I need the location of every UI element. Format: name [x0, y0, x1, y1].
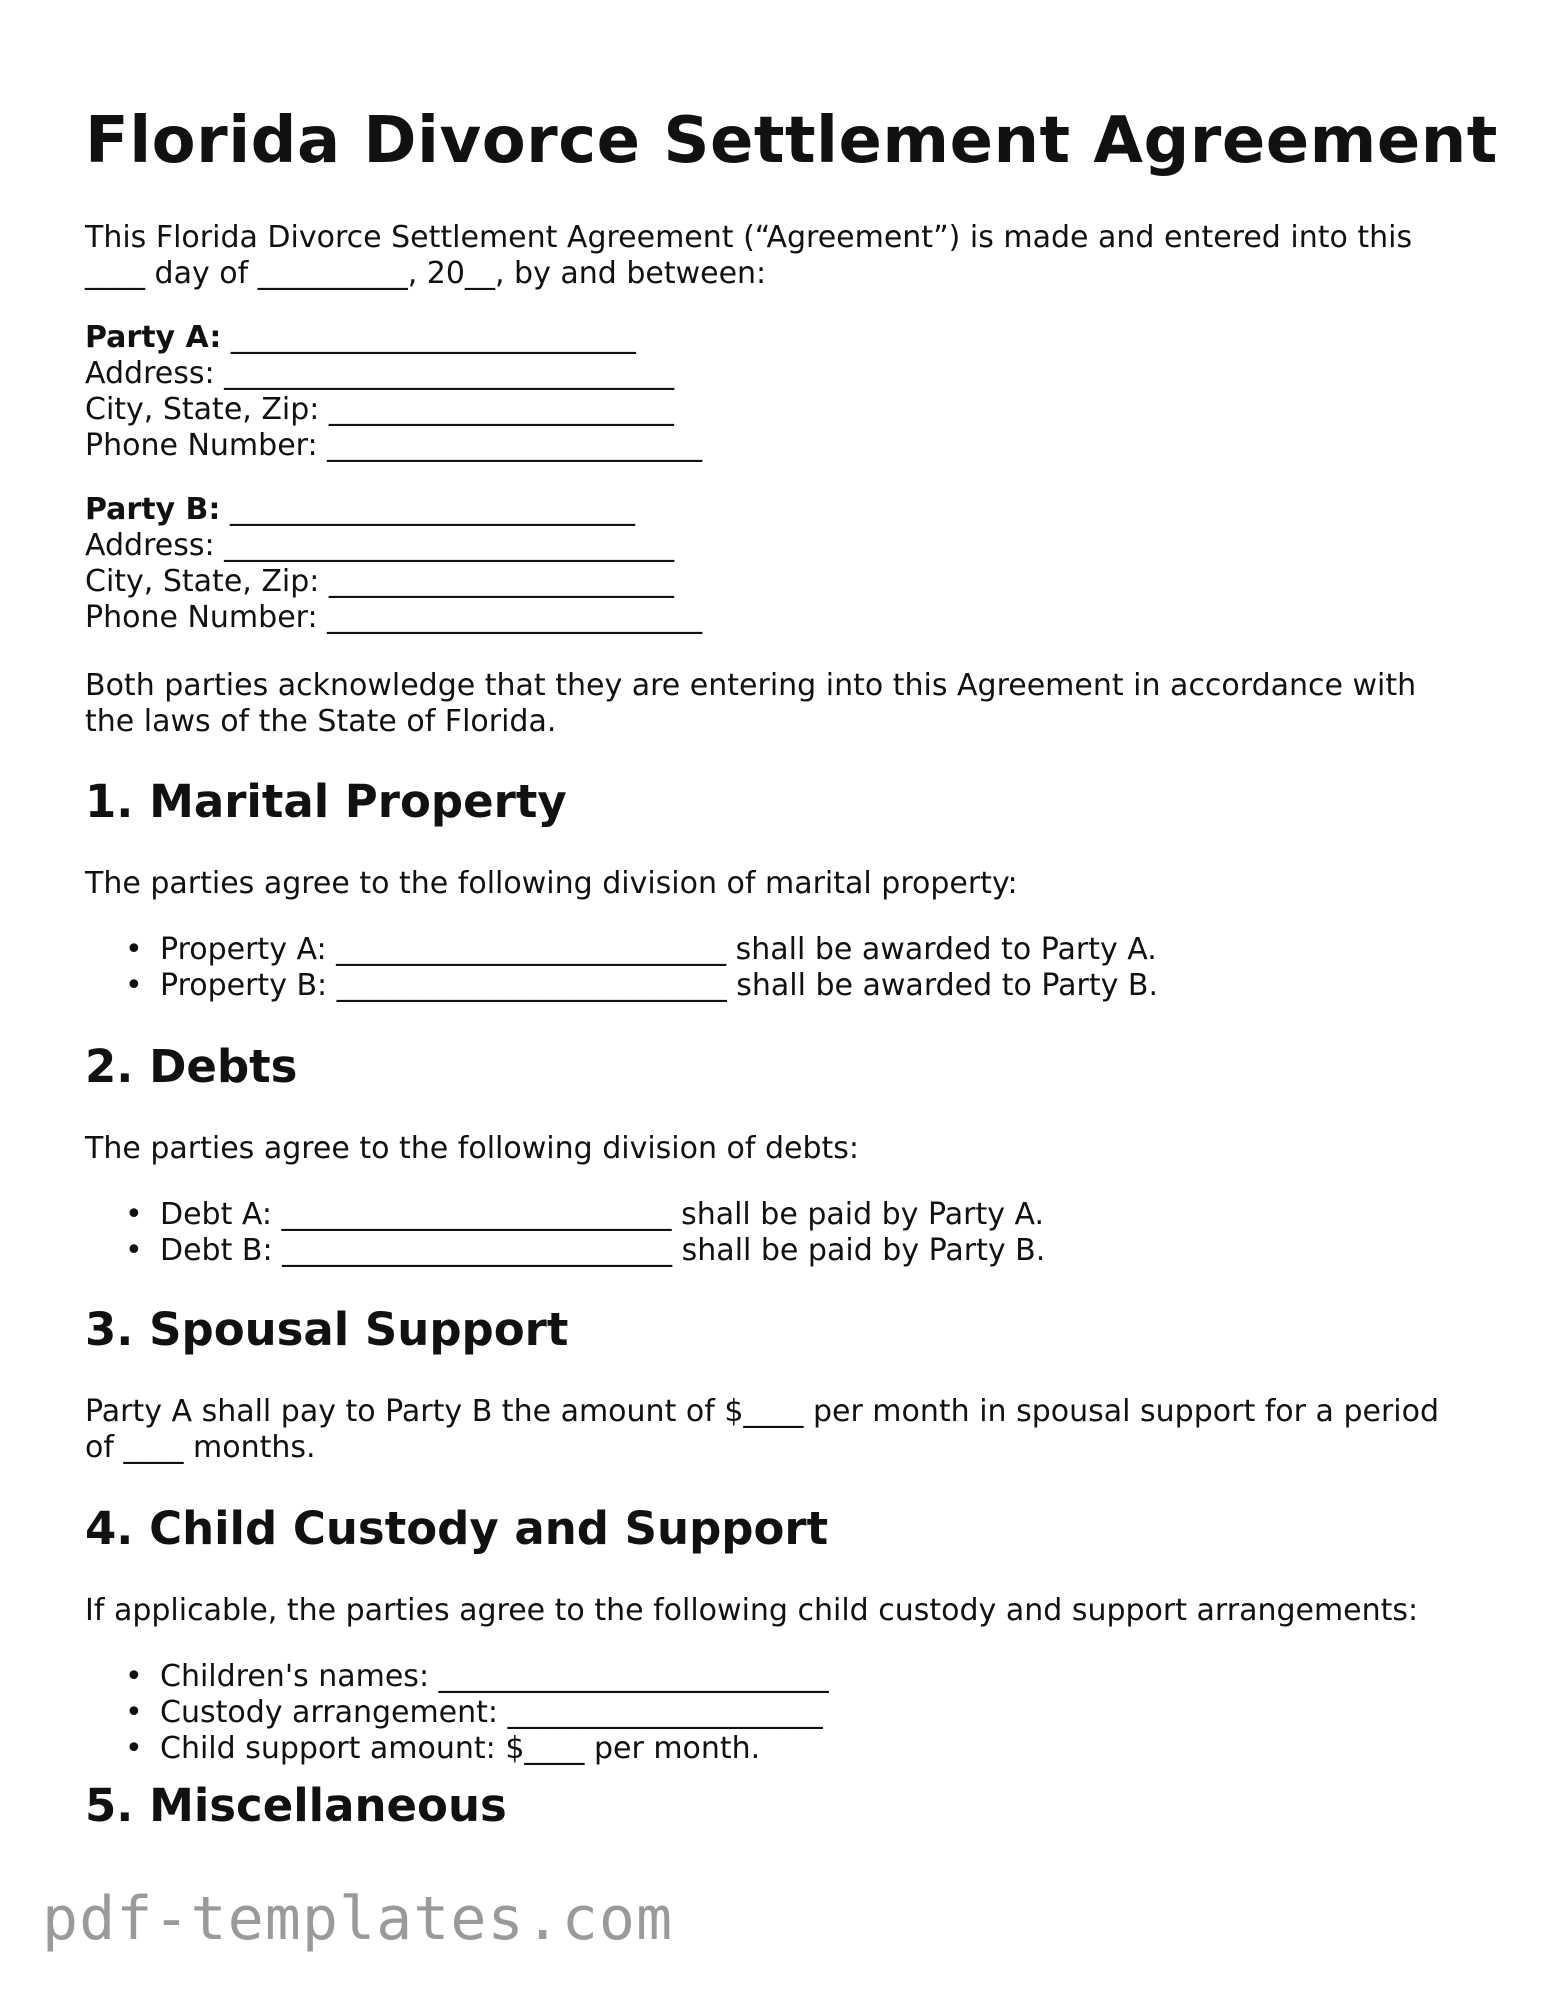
party-a-city-field[interactable]: City, State, Zip: _______________________ [85, 392, 674, 427]
debts-list [85, 1197, 1045, 1269]
spousal-support-paragraph [85, 1394, 1439, 1466]
spousal-support-line-2[interactable]: of ____ months. [85, 1430, 316, 1465]
party-b-city-field[interactable]: City, State, Zip: _______________________ [85, 564, 674, 599]
acknowledge-line-2: the laws of the State of Florida. [85, 704, 557, 739]
intro-line-1: This Florida Divorce Settlement Agreement (“Agreement”) is made and entered into this [85, 220, 1413, 255]
list-item [85, 1731, 829, 1767]
acknowledge-paragraph [85, 668, 1416, 740]
list-item [85, 1695, 829, 1731]
property-a-field[interactable]: Property A: __________________________ shall be awarded to Party A. [160, 932, 1157, 967]
watermark-text: pdf-templates.com [42, 1884, 674, 1954]
spousal-support-line-1[interactable]: Party A shall pay to Party B the amount of $____ per month in spousal support for a period [85, 1394, 1440, 1429]
child-custody-list [85, 1659, 829, 1767]
acknowledge-line-1: Both parties acknowledge that they are entering into this Agreement in accordance with [85, 668, 1417, 703]
section-heading-child-custody: 4. Child Custody and Support [85, 1502, 829, 1555]
child-custody-text: If applicable, the parties agree to the following child custody and support arrangements: [85, 1593, 1419, 1628]
debts-text: The parties agree to the following division of debts: [85, 1131, 860, 1166]
party-b-address-field[interactable]: Address: ______________________________ [85, 528, 675, 563]
debt-b-field[interactable]: Debt B: __________________________ shall be paid by Party B. [160, 1233, 1046, 1268]
bullet-icon: • [125, 968, 143, 1003]
section-heading-spousal-support: 3. Spousal Support [85, 1303, 569, 1356]
marital-property-list [85, 932, 1158, 1004]
party-b-name-field[interactable]: ___________________________ [220, 492, 635, 527]
bullet-icon: • [125, 1731, 143, 1766]
children-names-field[interactable]: Children's names: __________________________ [160, 1659, 829, 1694]
bullet-icon: • [125, 1659, 143, 1694]
list-item [85, 1197, 1045, 1233]
party-a-name-field[interactable]: ___________________________ [221, 320, 636, 355]
child-support-amount-field[interactable]: Child support amount: $____ per month. [160, 1731, 761, 1766]
bullet-icon: • [125, 1233, 143, 1268]
party-a-label: Party A: [85, 320, 222, 355]
party-b-phone-field[interactable]: Phone Number: _________________________ [85, 600, 703, 635]
intro-line-2: ____ day of __________, 20__, by and between: [85, 256, 767, 291]
list-item [85, 968, 1158, 1004]
party-b-block [85, 492, 702, 636]
section-heading-debts: 2. Debts [85, 1040, 298, 1093]
party-a-address-field[interactable]: Address: ______________________________ [85, 356, 675, 391]
party-a-phone-field[interactable]: Phone Number: _________________________ [85, 428, 703, 463]
list-item [85, 1233, 1045, 1269]
list-item [85, 932, 1158, 968]
document-title: Florida Divorce Settlement Agreement [85, 104, 1498, 178]
bullet-icon: • [125, 932, 143, 967]
bullet-icon: • [125, 1695, 143, 1730]
section-heading-marital-property: 1. Marital Property [85, 775, 567, 828]
party-b-label: Party B: [85, 492, 221, 527]
bullet-icon: • [125, 1197, 143, 1232]
intro-paragraph [85, 220, 1412, 292]
list-item [85, 1659, 829, 1695]
custody-arrangement-field[interactable]: Custody arrangement: _____________________ [160, 1695, 823, 1730]
section-heading-miscellaneous: 5. Miscellaneous [85, 1779, 507, 1832]
marital-property-text: The parties agree to the following division of marital property: [85, 866, 1018, 901]
party-a-block [85, 320, 702, 464]
debt-a-field[interactable]: Debt A: __________________________ shall be paid by Party A. [160, 1197, 1045, 1232]
property-b-field[interactable]: Property B: __________________________ shall be awarded to Party B. [160, 968, 1158, 1003]
